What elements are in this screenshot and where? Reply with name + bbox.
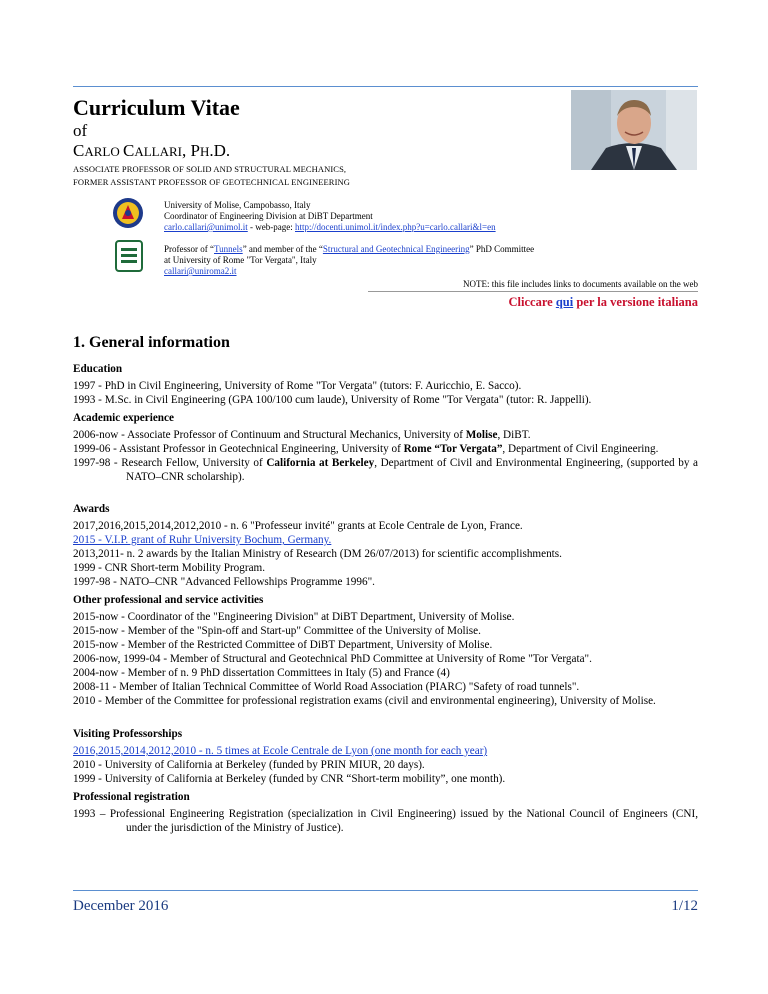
other-line: 2015-now - Member of the "Spin-off and Start-up" Committee of the University of Molise. bbox=[73, 625, 481, 637]
visiting-line: 2010 - University of California at Berkeley (funded by PRIN MIUR, 20 days). bbox=[73, 759, 425, 771]
awards-line: 1997-98 - NATO–CNR "Advanced Fellowships Programme 1996". bbox=[73, 576, 375, 588]
academic-heading: Academic experience bbox=[73, 412, 174, 424]
visiting-line: 1999 - University of California at Berkeley (funded by CNR “Short-term mobility”, one month). bbox=[73, 773, 506, 785]
section-heading-general: 1. General information bbox=[73, 334, 230, 351]
molise-email-link[interactable]: carlo.callari@unimol.it bbox=[164, 222, 248, 232]
section-education bbox=[73, 362, 698, 407]
page-number: 1/12 bbox=[671, 898, 698, 914]
tunnels-link[interactable]: Tunnels bbox=[214, 244, 243, 254]
title-of: of bbox=[73, 121, 88, 140]
awards-heading: Awards bbox=[73, 503, 110, 515]
registration-heading: Professional registration bbox=[73, 791, 190, 803]
phd-committee-link[interactable]: Structural and Geotechnical Engineering bbox=[322, 244, 470, 254]
other-line: 2006-now, 1999-04 - Member of Structural and Geotechnical PhD Committee at University of Rome "Tor Vergata". bbox=[73, 653, 592, 665]
awards-line: 2017,2016,2015,2014,2012,2010 - n. 6 "Professeur invité" grants at Ecole Centrale de Lyon, France. bbox=[73, 520, 523, 532]
academic-line: 2006-now - Associate Professor of Continuum and Structural Mechanics, University of Molise, DiBT. bbox=[73, 429, 531, 441]
registration-line: 1993 – Professional Engineering Registration (specialization in Civil Engineering) issued by the National Council of Engineers (CNI, under the jurisdiction of the Ministry of Justice). bbox=[73, 808, 698, 834]
italian-version-line: Cliccare qui per la versione italiana bbox=[508, 295, 698, 309]
other-line: 2015-now - Member of the Restricted Committee of DiBT Department, University of Molise. bbox=[73, 639, 493, 651]
awards-line: 1999 - CNR Short-term Mobility Program. bbox=[73, 562, 266, 574]
other-line: 2010 - Member of the Committee for professional registration exams (civil and environmental engineering), University of Molise. bbox=[73, 695, 656, 707]
rome-email-link[interactable]: callari@uniroma2.it bbox=[164, 266, 237, 276]
role-line-2: FORMER ASSISTANT PROFESSOR OF GEOTECHNICAL ENGINEERING bbox=[73, 177, 350, 187]
top-rule bbox=[73, 86, 698, 87]
academic-line: 1999-06 - Assistant Professor in Geotechnical Engineering, University of Rome “Tor Vergata”, Department of Civil Engineering. bbox=[73, 443, 659, 455]
affiliation-molise: University of Molise, Campobasso, Italy Coordinator of Engineering Division at DiBT Department carlo.callari@unimol.it - web-page: http://docenti.unimol.it/index.php?u=carlo.callari&l=en bbox=[164, 200, 496, 232]
visiting-line-wrap bbox=[73, 744, 698, 758]
education-heading: Education bbox=[73, 363, 123, 375]
awards-line: 2013,2011- n. 2 awards by the Italian Ministry of Research (DM 26/07/2013) for scientific accomplishments. bbox=[73, 548, 562, 560]
molise-webpage-link[interactable]: http://docenti.unimol.it/index.php?u=carlo.callari&l=en bbox=[295, 222, 496, 232]
web-links-note: NOTE: this file includes links to documents available on the web bbox=[463, 279, 698, 289]
education-line: 1997 - PhD in Civil Engineering, University of Rome "Tor Vergata" (tutors: F. Auricchio, E. Sacco). bbox=[73, 380, 522, 392]
vip-grant-link[interactable]: 2015 - V.I.P. grant of Ruhr University Bochum, Germany. bbox=[73, 534, 332, 546]
other-line: 2004-now - Member of n. 9 PhD dissertation Committees in Italy (5) and France (4) bbox=[73, 667, 450, 679]
note-divider bbox=[368, 291, 698, 292]
uniroma2-logo bbox=[115, 240, 143, 277]
footer-rule bbox=[73, 890, 698, 891]
section-academic bbox=[73, 411, 698, 484]
academic-line: 1997-98 - Research Fellow, University of California at Berkeley, Department of Civil and Environmental Engineering, (supported by a NATO–CNR scholarship). bbox=[73, 457, 698, 483]
affiliation-rome: Professor of “Tunnels” and member of the “Structural and Geotechnical Engineering” PhD Committee at University of Rome "Tor Vergata", Italy callari@uniroma2.it bbox=[164, 244, 535, 276]
section-visiting bbox=[73, 727, 698, 786]
italian-version-link[interactable]: qui bbox=[555, 295, 574, 309]
education-line: 1993 - M.Sc. in Civil Engineering (GPA 100/100 cum laude), University of Rome "Tor Vergata" (tutor: R. Jappelli). bbox=[73, 394, 592, 406]
section-registration bbox=[73, 790, 698, 835]
page-title: Curriculum Vitae bbox=[73, 95, 240, 120]
other-line: 2015-now - Coordinator of the "Engineering Division" at DiBT Department, University of Molise. bbox=[73, 611, 515, 623]
author-name: CARLO CALLARI, PH.D. bbox=[73, 141, 231, 160]
other-line: 2008-11 - Member of Italian Technical Committee of World Road Association (PIARC) "Safety of road tunnels". bbox=[73, 681, 580, 693]
awards-line-wrap bbox=[73, 533, 698, 547]
author-photo bbox=[571, 90, 697, 170]
role-line-1: ASSOCIATE PROFESSOR OF SOLID AND STRUCTURAL MECHANICS, bbox=[73, 164, 347, 174]
footer-date: December 2016 bbox=[73, 898, 169, 914]
visiting-heading: Visiting Professorships bbox=[73, 728, 183, 740]
other-heading: Other professional and service activities bbox=[73, 594, 264, 606]
lyon-visits-link[interactable]: 2016,2015,2014,2012,2010 - n. 5 times at Ecole Centrale de Lyon (one month for each year) bbox=[73, 745, 488, 757]
section-awards bbox=[73, 502, 698, 589]
unimol-logo bbox=[112, 197, 144, 234]
section-other-activities bbox=[73, 593, 698, 708]
